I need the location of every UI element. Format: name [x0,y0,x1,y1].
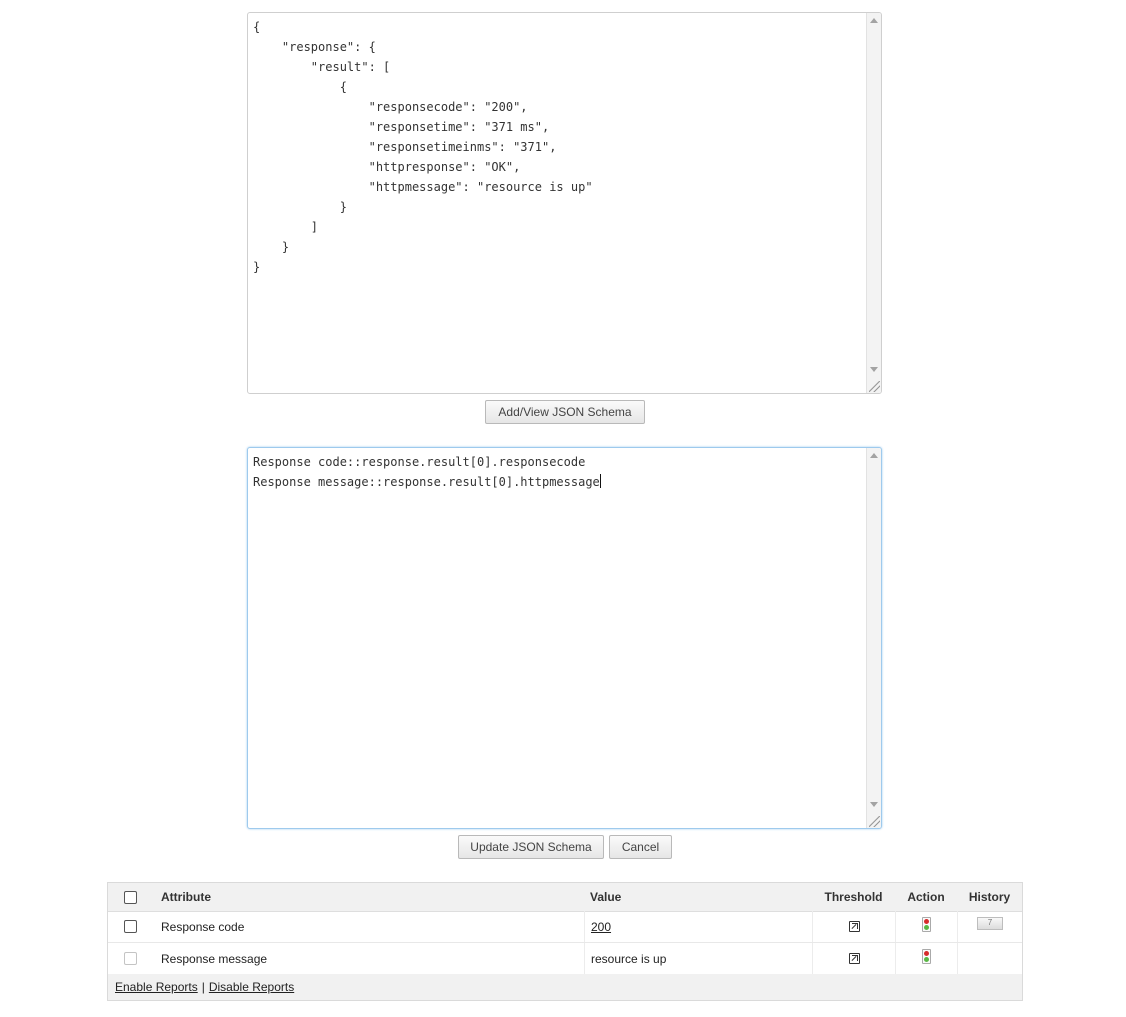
threshold-column-header: Threshold [824,890,883,904]
json-schema-text [253,452,865,492]
resize-grip-icon[interactable] [869,816,880,827]
attribute-value: resource is up [584,943,812,974]
history-button[interactable]: 7 [977,917,1003,930]
schema-line-2: Response message::response.result[0].httpmessage [253,475,600,489]
select-all-checkbox[interactable] [124,891,137,904]
enable-reports-link[interactable]: Enable Reports [115,980,198,994]
threshold-edit-icon[interactable] [849,921,860,932]
schema-line-1: Response code::response.result[0].responsecode [253,455,586,469]
row-checkbox[interactable] [124,920,137,933]
table-row [108,911,1022,943]
update-json-schema-button[interactable]: Update JSON Schema [458,835,604,859]
threshold-edit-icon[interactable] [849,953,860,964]
json-response-scrollbar[interactable] [866,13,881,393]
attributes-table [107,882,1023,1001]
scroll-up-arrow-icon[interactable] [870,453,878,458]
text-cursor [600,474,601,488]
reports-footer [108,974,1022,1000]
attribute-column-header: Attribute [161,890,211,904]
table-row [108,943,1022,975]
traffic-light-icon[interactable] [922,917,931,932]
link-separator: | [201,980,205,994]
value-link[interactable]: 200 [591,919,612,934]
disable-reports-link[interactable]: Disable Reports [208,980,295,994]
scroll-down-arrow-icon[interactable] [870,367,878,372]
attribute-name: Response message [161,951,268,966]
traffic-light-icon[interactable] [922,949,931,964]
scroll-up-arrow-icon[interactable] [870,18,878,23]
json-schema-scrollbar[interactable] [866,448,881,828]
attribute-name: Response code [161,919,245,934]
cancel-button[interactable]: Cancel [609,835,672,859]
value-column-header: Value [590,890,622,904]
json-response-text: { "response": { "result": [ { "responsecode": "200", "responsetime": "371 ms", "responsetimeinms": "371", "httpresponse": "OK", "httpmessage": "resource is up" } ] } } [253,20,593,274]
row-checkbox[interactable] [124,952,137,965]
add-view-json-schema-button[interactable]: Add/View JSON Schema [485,400,645,424]
json-response-textarea[interactable] [247,12,882,394]
table-header-row [108,883,1022,912]
json-schema-textarea[interactable] [247,447,882,829]
scroll-down-arrow-icon[interactable] [870,802,878,807]
resize-grip-icon[interactable] [869,381,880,392]
action-column-header: Action [907,890,945,904]
history-column-header: History [968,890,1011,904]
